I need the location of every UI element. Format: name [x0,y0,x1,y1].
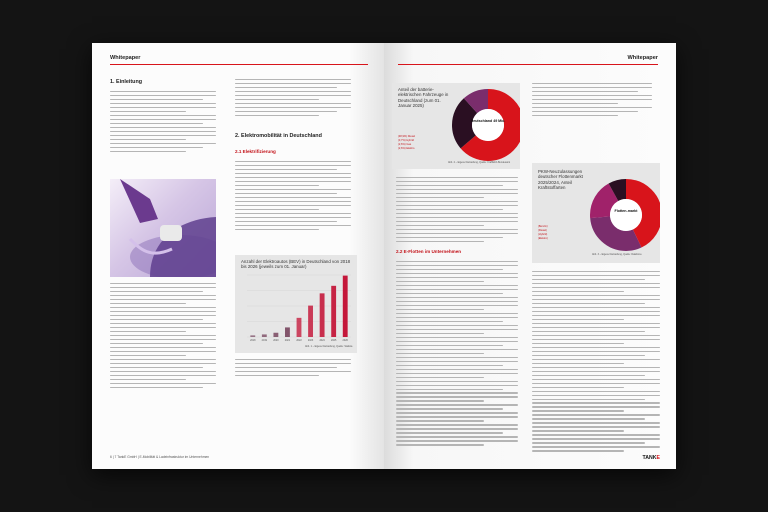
donut1-center-label: Deutschland 49 Mio. [470,119,506,123]
bar-2020 [273,333,278,337]
x-tick-label: 2021 [284,339,291,342]
bar-2026 [343,276,348,337]
text-block-col2 [235,79,351,119]
x-tick-label: 2023 [307,339,314,342]
x-tick-label: 2020 [273,339,279,342]
section-title-elektromobilitaet: 2. Elektromobilität in Deutschland [235,133,322,139]
left-footer: 6 | 7 TankE GmbH | E-Mobilität & Ladeinfrastruktur im Unternehmen [110,455,210,459]
bar-2018 [250,335,255,337]
charging-photo [110,179,216,277]
right-header: Whitepaper [627,55,658,61]
donut1-legend-3: (2,6%) Gas [398,143,412,146]
ev-charger-illustration [110,179,216,277]
section-title-einleitung: 1. Einleitung [110,79,143,85]
x-tick-label: 2024 [319,339,325,342]
brochure-spread [92,43,676,469]
right-text-block-1 [532,83,652,119]
header-rule [110,64,368,65]
bar-2022 [297,318,302,337]
bar-2024 [320,293,325,337]
donut2-chart [532,163,660,263]
bar-chart-box [235,255,357,353]
header-rule-right [398,64,658,65]
donut2-center-label: Flotten-markt [614,209,638,213]
text-block-2 [110,283,216,391]
donut1-legend-1: (48,9%) Diesel [398,135,416,138]
x-tick-label: 2022 [296,339,302,342]
donut1-box [392,83,520,169]
x-tick-label: 2018 [250,339,256,342]
donut2-legend-2: (Diesel) [538,229,547,232]
donut1-caption: Abb. 2 – Eigene Darstellung, Quelle: Kraftfahrt-Bundesamt [448,161,511,164]
left-page [92,43,384,469]
donut1-chart [392,83,520,169]
donut2-title: PKW-Neuzulassungen deutscher Flottenmarkt 2025/2024, Anteil Kraftstoffarten [538,169,583,191]
bar-2025 [331,286,336,337]
subsection-title-elektrifizierung: 2.1 Elektrifizierung [235,149,276,154]
donut2-legend-4: (Elektro) [538,237,548,240]
bar-2019 [262,334,267,337]
bar-2021 [285,327,290,337]
donut1-title: Anteil der batterie-elektrischen Fahrzeuge in Deutschland (zum 01. Januar 2025) [398,87,449,109]
x-tick-label: 2025 [331,339,337,342]
donut2-legend-3: (Hybrid) [538,233,548,236]
bar-chart-caption: Abb. 1 – Eigene Darstellung, Quelle: Statista [305,345,353,348]
donut2-legend-1: (Benzin) [538,225,548,228]
subsection-title-eflotten: 2.2 E-Flotten im Unternehmen [396,249,462,254]
donut1-legend-4: (2,6%) Elektro [398,147,415,150]
text-block-col2b [235,161,351,233]
donut1-legend-2: (3,7%) Hybrid [398,139,414,142]
text-block-col2c [235,359,351,379]
donut2-caption: Abb. 3 – Eigene Darstellung, Quelle: Dataforce [592,253,642,256]
bar-chart-svg [235,255,357,353]
bar-chart-title: Anzahl der Elektroautos (BEV) in Deutschland von 2018 bis 2026 (jeweils zum 01. Januar) [241,259,351,270]
right-text-block-2 [396,177,518,245]
right-text-block-3 [396,261,518,448]
intro-text-block [110,91,216,155]
bar-2023 [308,306,313,337]
right-text-block-4 [532,271,660,454]
tanke-logo: TANKE [642,455,660,461]
x-tick-label: 2026 [342,339,348,342]
donut2-box [532,163,660,263]
right-page [384,43,676,469]
left-header: Whitepaper [110,55,141,61]
x-tick-label: 2019 [261,339,267,342]
